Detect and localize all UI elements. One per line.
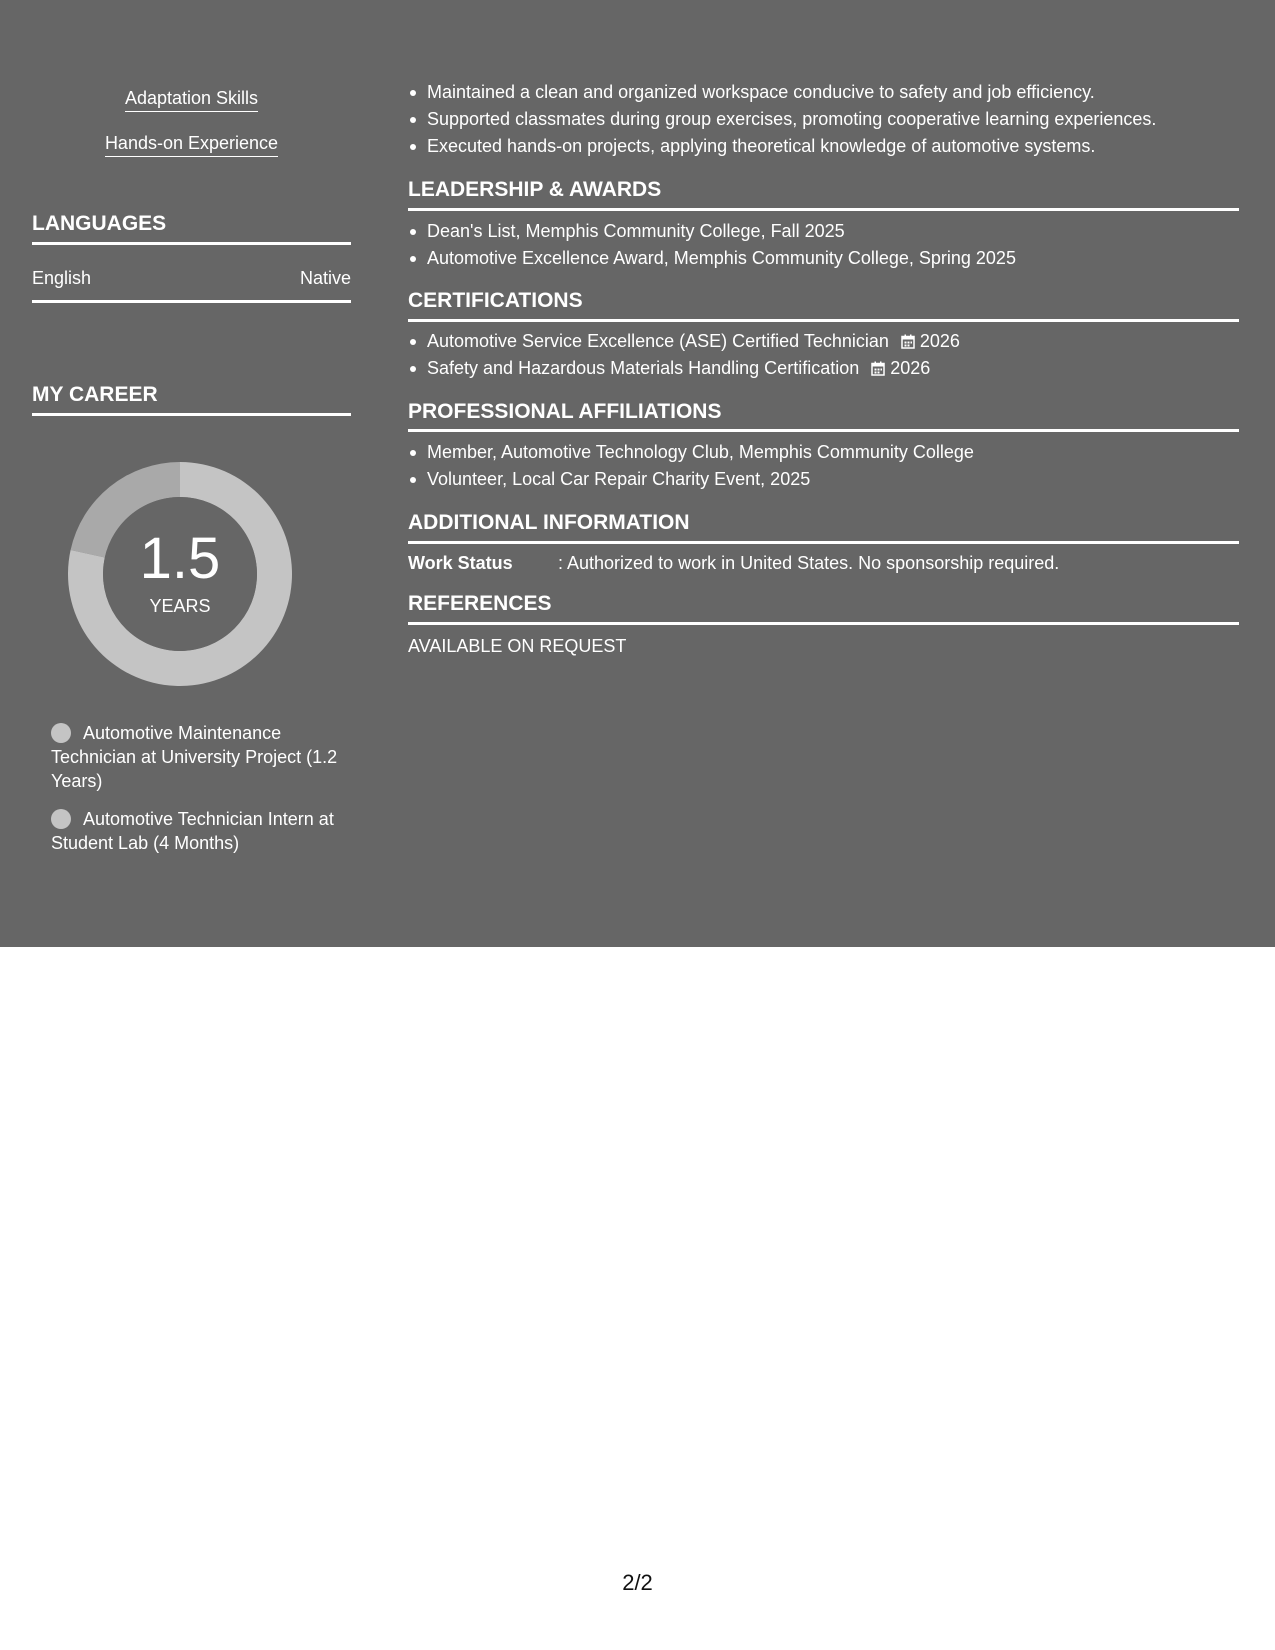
list-item: Automotive Excellence Award, Memphis Community College, Spring 2025 bbox=[408, 245, 1239, 272]
list-item: Executed hands-on projects, applying theoretical knowledge of automotive systems. bbox=[408, 133, 1239, 160]
divider bbox=[408, 429, 1239, 432]
work-status-label: Work Status bbox=[408, 553, 513, 573]
divider bbox=[408, 541, 1239, 544]
calendar-icon bbox=[871, 361, 885, 376]
career-heading: MY CAREER bbox=[32, 383, 158, 406]
career-donut-chart bbox=[67, 461, 293, 687]
certification-item: Automotive Service Excellence (ASE) Certified Technician 2026 bbox=[408, 328, 1239, 355]
list-item: Member, Automotive Technology Club, Memphis Community College bbox=[408, 439, 1239, 466]
language-level-bar bbox=[32, 300, 351, 303]
certifications-list bbox=[408, 328, 1239, 382]
career-total-unit: YEARS bbox=[149, 596, 211, 616]
affiliations-heading: PROFESSIONAL AFFILIATIONS bbox=[408, 400, 722, 423]
leadership-list bbox=[408, 218, 1239, 272]
language-name: English bbox=[32, 268, 92, 288]
divider bbox=[408, 208, 1239, 211]
career-legend-item: Automotive Maintenance Technician at University Project (1.2 Years) bbox=[51, 723, 338, 791]
work-status-row bbox=[408, 553, 1239, 574]
career-legend-item: Automotive Technician Intern at Student Lab (4 Months) bbox=[51, 809, 334, 853]
certification-year: 2026 bbox=[919, 331, 960, 351]
additional-info-heading: ADDITIONAL INFORMATION bbox=[408, 511, 690, 534]
certifications-heading: CERTIFICATIONS bbox=[408, 289, 583, 312]
divider bbox=[408, 622, 1239, 625]
references-heading: REFERENCES bbox=[408, 592, 552, 615]
list-item: Supported classmates during group exercises, promoting cooperative learning experiences. bbox=[408, 106, 1239, 133]
leadership-heading: LEADERSHIP & AWARDS bbox=[408, 178, 662, 201]
references-text: AVAILABLE ON REQUEST bbox=[408, 636, 627, 656]
skill-item: Hands-on Experience bbox=[32, 133, 351, 157]
certification-year: 2026 bbox=[890, 358, 931, 378]
language-row bbox=[32, 268, 351, 289]
list-item: Maintained a clean and organized workspace conducive to safety and job efficiency. bbox=[408, 79, 1239, 106]
skill-item: Adaptation Skills bbox=[32, 88, 351, 112]
languages-heading: LANGUAGES bbox=[32, 212, 167, 235]
divider bbox=[32, 242, 351, 245]
career-total-value: 1.5 bbox=[139, 526, 221, 591]
legend-dot bbox=[51, 723, 71, 743]
page-number: 2/2 bbox=[622, 1570, 653, 1595]
language-level: Native bbox=[299, 268, 351, 288]
experience-bullets bbox=[408, 79, 1239, 160]
list-item: Volunteer, Local Car Repair Charity Event, 2025 bbox=[408, 466, 1239, 493]
affiliations-list bbox=[408, 439, 1239, 493]
list-item: Dean's List, Memphis Community College, Fall 2025 bbox=[408, 218, 1239, 245]
divider bbox=[32, 413, 351, 416]
work-status-value: : Authorized to work in United States. No sponsorship required. bbox=[558, 553, 1060, 573]
legend-dot bbox=[51, 809, 71, 829]
certification-item: Safety and Hazardous Materials Handling Certification 2026 bbox=[408, 355, 1239, 382]
divider bbox=[408, 319, 1239, 322]
calendar-icon bbox=[901, 334, 915, 349]
